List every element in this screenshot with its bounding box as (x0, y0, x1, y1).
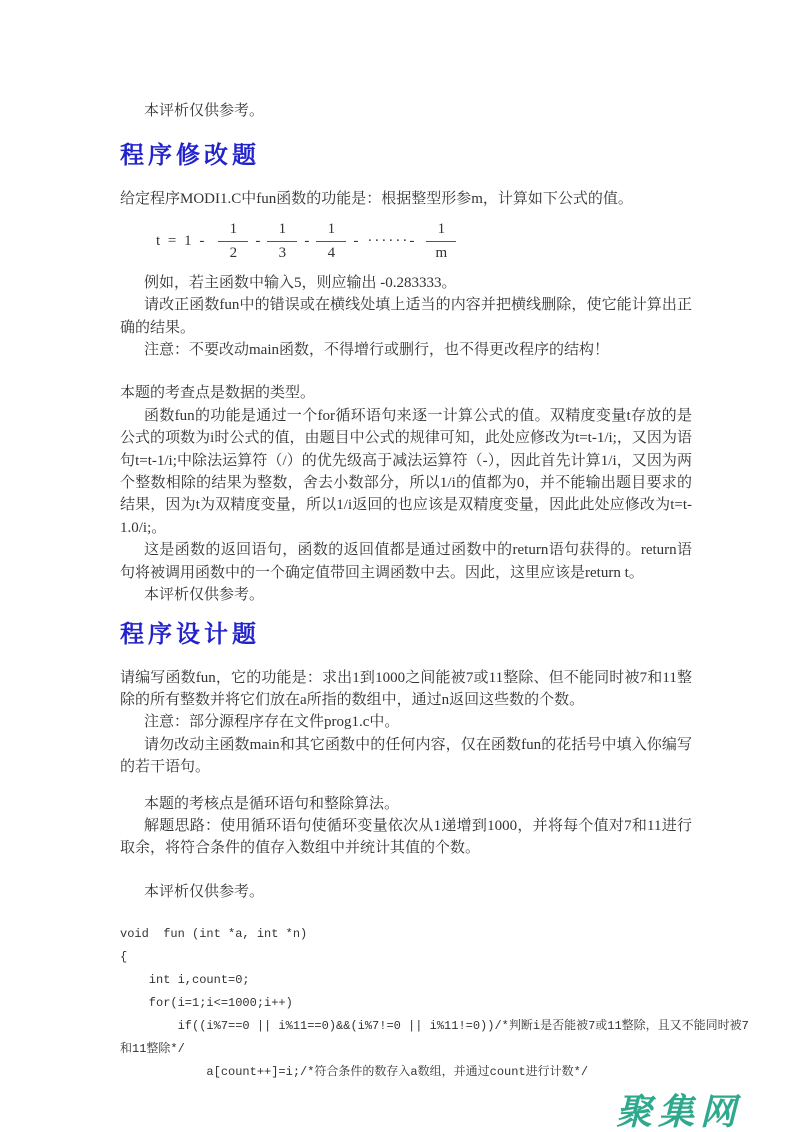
site-watermark: 聚集网 (616, 1091, 743, 1132)
paragraph: 本评析仅供参考。 (144, 883, 265, 900)
paragraph: 注意：不要改动main函数，不得增行或删行，也不得更改程序的结构！ (144, 342, 609, 359)
document-content (120, 100, 749, 1084)
minus-sign: - (353, 232, 359, 249)
fraction-numerator: 1 (278, 220, 287, 237)
paragraph: 解题思路：使用循环语句使循环变量依次从1递增到1000，并将每个值对7和11进行取余，将符合条件的值存入数组中并统计其值的个数。 (120, 817, 692, 857)
fraction (218, 221, 248, 262)
fraction-bar (267, 241, 297, 242)
paragraph: 本题的考核点是循环语句和整除算法。 (144, 795, 400, 812)
paragraph: 请改正函数fun中的错误或在横线处填上适当的内容并把横线删除，使它能计算出正确的结果。 (120, 297, 692, 336)
code-line: a[count++]=i;/*符合条件的数存入a数组，并通过count进行计数*/ (120, 1065, 589, 1080)
minus-sign: - (304, 232, 310, 249)
code-line: 和11整除*/ (120, 1042, 185, 1057)
code-line: for(i=1;i<=1000;i++) (120, 996, 293, 1011)
fraction-denominator: 3 (278, 244, 287, 261)
code-line: int i,count=0; (120, 973, 250, 988)
ellipsis: ······- (367, 232, 417, 249)
paragraph: 本评析仅供参考。 (144, 587, 265, 604)
fraction-denominator: m (435, 244, 448, 261)
code-line: { (120, 950, 128, 965)
fraction-bar (316, 241, 346, 242)
modify-intro: 给定程序MODI1.C中fun函数的功能是：根据整型形参m，计算如下公式的值。 (120, 191, 633, 208)
fraction-numerator: 1 (327, 220, 336, 237)
minus-sign: - (255, 232, 261, 249)
code-line: void fun (int *a, int *n) (120, 927, 308, 942)
paragraph: 注意：部分源程序存在文件prog1.c中。 (144, 714, 400, 731)
paragraph: 函数fun的功能是通过一个for循环语句来逐一计算公式的值。双精度变量t存放的是公式的项数为i时公式的值，由题目中公式的规律可知，此处应修改为t=t-1/i;，又因为语句t=t-1/i;中除法运算符（/）的优先级高于减法运算符（-），因此首先计算1/i，又因为两个整数相除的结果为整数，舍去小数部分，所以1/i的值都为0，并不能输出题目要求的结果，因为t为双精度变量，所以1/i返回的也应该是双精度变量，因此此处应修改为t=t-1.0/i;。 (120, 407, 692, 536)
formula-lead: t = 1 - (156, 232, 207, 249)
paragraph: 例如，若主函数中输入5，则应输出 -0.283333。 (144, 274, 457, 291)
heading-program-design: 程序设计题 (120, 620, 260, 648)
fraction-numerator: 1 (437, 220, 446, 237)
formula (156, 213, 692, 270)
fraction (267, 221, 297, 262)
fraction-numerator: 1 (229, 220, 238, 237)
paragraph: 这是函数的返回语句，函数的返回值都是通过函数中的return语句获得的。return语句将被调用函数中的一个确定值带回主调函数中去。因此，这里应该是return t。 (120, 542, 692, 581)
fraction (316, 221, 346, 262)
fraction-denominator: 2 (229, 244, 238, 261)
code-block (120, 923, 749, 1084)
fraction (426, 221, 456, 262)
fraction-bar (426, 241, 456, 242)
fraction-denominator: 4 (327, 244, 336, 261)
code-line: if((i%7==0 || i%11==0)&&(i%7!=0 || i%11!=0))/*判断i是否能被7或11整除，且又不能同时被7 (120, 1019, 749, 1034)
heading-program-modify: 程序修改题 (120, 142, 260, 170)
paragraph: 本题的考查点是数据的类型。 (120, 385, 316, 402)
fraction-bar (218, 241, 248, 242)
paragraph: 请编写函数fun，它的功能是：求出1到1000之间能被7或11整除、但不能同时被7和11整除的所有整数并将它们放在a所指的数组中，通过n返回这些数的个数。 (120, 669, 692, 708)
paragraph: 请勿改动主函数main和其它函数中的任何内容，仅在函数fun的花括号中填入你编写的若干语句。 (120, 736, 692, 776)
top-note: 本评析仅供参考。 (144, 103, 265, 119)
